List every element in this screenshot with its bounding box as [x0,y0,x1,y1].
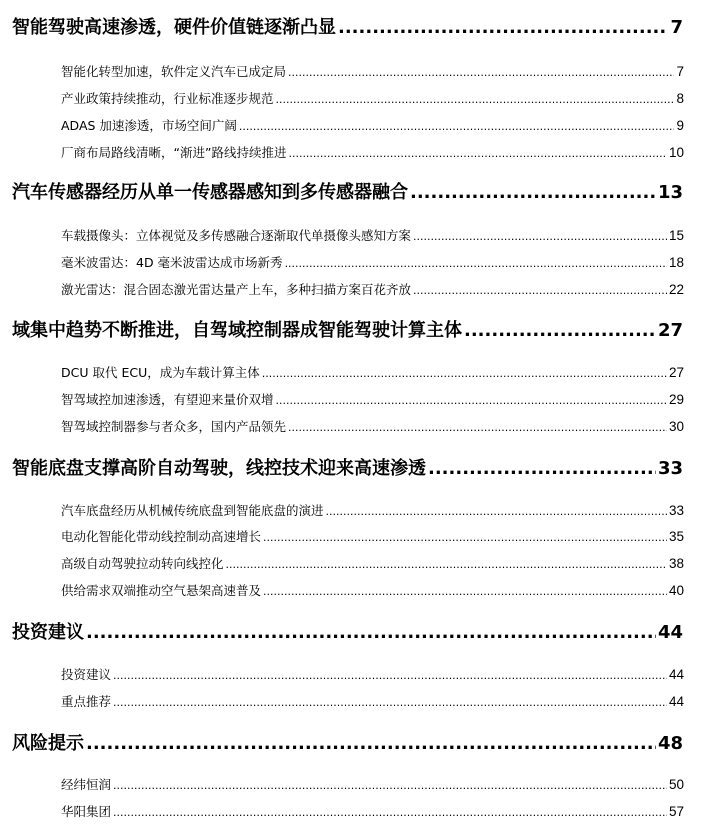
toc-leader-dots [86,730,656,758]
toc-leader-dots [413,281,667,300]
toc-entry-title: 重点推荐 [61,694,112,709]
toc-entry-page: 38 [668,556,684,571]
toc-entry[interactable] [61,665,684,685]
toc-entry-page: 57 [668,804,684,819]
toc-entry-title: 高级自动驾驶拉动转向线控化 [61,556,224,571]
toc-leader-dots [113,803,667,822]
toc-entry-title: 投资建议 [61,667,112,682]
toc-leader-dots [226,555,667,574]
toc-entry[interactable] [61,501,684,521]
toc-entry-page: 29 [668,392,684,407]
toc-entry-page: 44 [668,667,684,682]
toc-section-heading[interactable] [12,455,683,483]
toc-section-heading[interactable] [12,619,683,647]
toc-entry-title: 智驾域控制器参与者众多，国内产品领先 [61,419,287,434]
toc-entry[interactable] [61,390,684,410]
toc-leader-dots [113,693,667,712]
toc-section-title: 投资建议 [12,622,84,643]
toc-entry-title: ADAS 加速渗透，市场空间广阔 [61,118,237,133]
toc-entry[interactable] [61,62,684,82]
toc-leader-dots [86,619,656,647]
toc-entry[interactable] [61,226,684,246]
toc-entry-title: 产业政策持续推动，行业标准逐步规范 [61,91,274,106]
toc-leader-dots [428,455,656,483]
toc-entry-title: 智驾域控加速渗透，有望迎来量价双增 [61,392,274,407]
toc-entry-page: 10 [668,145,684,160]
toc-entry-page: 30 [668,419,684,434]
toc-entry-title: 车载摄像头：立体视觉及多传感融合逐渐取代单摄像头感知方案 [61,228,412,243]
toc-entry[interactable] [61,116,684,136]
toc-entry-page: 44 [668,694,684,709]
toc-section-page: 44 [657,622,683,643]
toc-entry[interactable] [61,692,684,712]
toc-leader-dots [285,254,667,273]
toc-leader-dots [413,227,667,246]
toc-entry-title: 供给需求双端推动空气悬架高速普及 [61,583,262,598]
toc-entry[interactable] [61,363,684,383]
toc-entry-title: 华阳集团 [61,804,112,819]
toc-leader-dots [338,14,668,42]
toc-leader-dots [113,776,667,795]
toc-section-page: 7 [670,17,683,38]
toc-entry-page: 8 [676,91,684,106]
toc-leader-dots [288,418,667,437]
toc-entry-title: 经纬恒润 [61,777,112,792]
toc-entry-page: 50 [668,777,684,792]
toc-section-heading[interactable] [12,730,683,758]
toc-entry-page: 9 [676,118,684,133]
toc-entry[interactable] [61,775,684,795]
toc-leader-dots [410,179,656,207]
toc-entry[interactable] [61,253,684,273]
toc-leader-dots [288,63,674,82]
toc-section-title: 风险提示 [12,733,84,754]
toc-entry[interactable] [61,280,684,300]
toc-entry-page: 22 [668,282,684,297]
toc-leader-dots [262,364,667,383]
toc-leader-dots [263,528,667,547]
toc-entry-page: 33 [668,503,684,518]
toc-section-heading[interactable] [12,317,683,345]
toc-section-title: 智能底盘支撑高阶自动驾驶，线控技术迎来高速渗透 [12,458,426,479]
toc-entry-title: 电动化智能化带动线控制动高速增长 [61,529,262,544]
toc-leader-dots [239,117,675,136]
toc-leader-dots [263,582,667,601]
toc-entry-title: 毫米波雷达：4D 毫米波雷达成市场新秀 [61,255,283,270]
toc-section-heading[interactable] [12,14,683,42]
toc-leader-dots [326,502,667,521]
toc-entry-page: 27 [668,365,684,380]
toc-leader-dots [276,391,667,410]
toc-leader-dots [276,90,675,109]
toc-entry[interactable] [61,89,684,109]
toc-section-page: 48 [657,733,683,754]
toc-entry-title: 智能化转型加速，软件定义汽车已成定局 [61,64,287,79]
toc-entry-page: 15 [668,228,684,243]
toc-entry-title: 激光雷达：混合固态激光雷达量产上车，多种扫描方案百花齐放 [61,282,412,297]
toc-leader-dots [288,144,667,163]
toc-entry-page: 40 [668,583,684,598]
toc-leader-dots [464,317,656,345]
toc-section-title: 智能驾驶高速渗透，硬件价值链逐渐凸显 [12,17,336,38]
toc-entry[interactable] [61,581,684,601]
toc-section-title: 域集中趋势不断推进，自驾域控制器成智能驾驶计算主体 [12,320,462,341]
toc-entry-title: DCU 取代 ECU，成为车载计算主体 [61,365,260,380]
toc-section-title: 汽车传感器经历从单一传感器感知到多传感器融合 [12,182,408,203]
toc-entry-page: 35 [668,529,684,544]
toc-entry[interactable] [61,527,684,547]
toc-entry-page: 7 [676,64,684,79]
toc-entry-title: 厂商布局路线清晰，“渐进”路线持续推进 [61,145,287,160]
toc-section-page: 13 [657,182,683,203]
toc-entry[interactable] [61,802,684,822]
toc-leader-dots [113,666,667,685]
toc-entry-title: 汽车底盘经历从机械传统底盘到智能底盘的演进 [61,503,324,518]
toc-entry[interactable] [61,143,684,163]
toc-section-page: 33 [657,458,683,479]
toc-section-page: 27 [657,320,683,341]
toc-entry[interactable] [61,554,684,574]
toc-section-heading[interactable] [12,179,683,207]
toc-entry-page: 18 [668,255,684,270]
toc-entry[interactable] [61,417,684,437]
